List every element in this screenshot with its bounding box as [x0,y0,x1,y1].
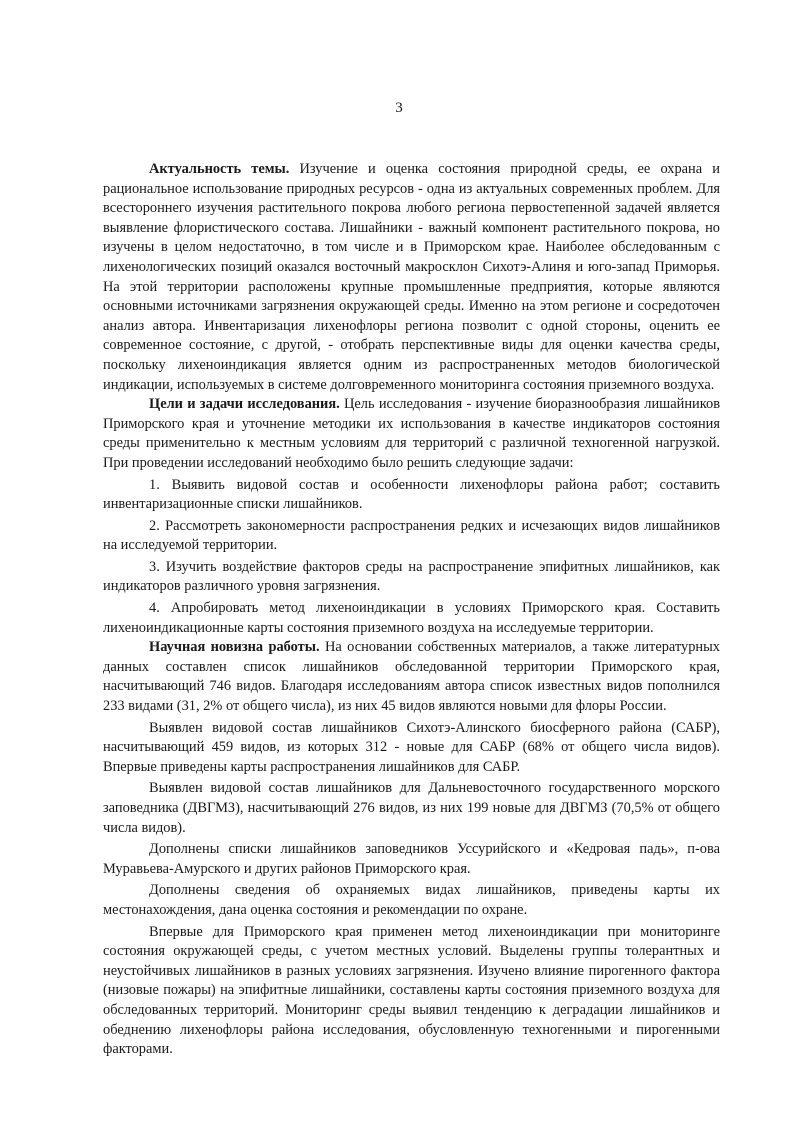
task-item-2: 2. Рассмотреть закономерности распространения редких и исчезающих видов лишайников на исследуемой территории. [103,517,720,554]
novelty-heading: Научная новизна работы. [149,639,320,656]
task-item-3: 3. Изучить воздействие факторов среды на распространение эпифитных лишайников, как индикаторов различного уровня загрязнения. [103,558,720,595]
relevance-text: Изучение и оценка состояния природной среды, ее охрана и рациональное использование природных ресурсов - одна из актуальных современных проблем. Для всестороннего изучения растительного покрова любого региона первостепенной задачей является выявление флористического состава. Лишайники - важный компонент растительного покрова, но изучены в целом недостаточно, в том числе и в Приморском крае. Наиболее обследованным с лихенологических позиций оказался восточный макросклон Сихотэ-Алиня и юго-запад Приморья. На этой территории расположены крупные промышленные предприятия, которые являются основными источниками загрязнения окружающей среды. Именно на этом регионе и сосредоточен анализ автора. Инвентаризация лихенофлоры региона позволит с одной стороны, оценить ее современное состояние, с другой, - отобрать перспективные виды для оценки качества среды, поскольку лихеноиндикация является одним из распространенных методов биологической индикации, используемых в системе долговременного мониторинга состояния приземного воздуха. [103,161,720,393]
novelty-text: На основании собственных материалов, а также литературных данных составлен список лишайников обследованной территории Приморского края, насчитывающий 746 видов. Благодаря исследованиям автора список известных видов пополнился 233 видами (31, 2% от общего числа), из них 45 видов являются новыми для флоры России. [103,639,721,715]
task-item-1: 1. Выявить видовой состав и особенности лихенофлоры района работ; составить инвентаризационные списки лишайников. [103,476,720,513]
novelty-paragraph [103,638,720,716]
page-content [103,160,720,1060]
goals-text: Цель исследования - изучение биоразнообразия лишайников Приморского края и уточнение методики их использования в качестве индикаторов состояния среды применительно к местным условиям для территорий с различной техногенной нагрузкой. При проведении исследований необходимо было решить следующие задачи: [103,396,720,471]
goals-paragraph [103,395,720,473]
relevance-heading: Актуальность темы. [149,161,290,177]
paragraph-protected: Дополнены сведения об охраняемых видах лишайников, приведены карты их местонахождения, дана оценка состояния и рекомендации по охране. [103,882,720,918]
paragraph-lichenoindication: Впервые для Приморского края применен метод лихеноиндикации при мониторинге состояния окружающей среды, с учетом местных условий. Выделены группы толерантных и неустойчивых лишайников в разных условиях загрязнения. Изучено влияние пирогенного фактора (низовые пожары) на эпифитные лишайники, составлены карты состояния приземного воздуха для обследованных территорий. Мониторинг среды выявил тенденцию к деградации лишайников и обеднению лихенофлоры района исследования, обусловленную техногенными и пирогенными факторами. [103,923,720,1058]
goals-heading: Цели и задачи исследования. [149,396,340,413]
relevance-paragraph [103,160,720,395]
paragraph-sabr: Выявлен видовой состав лишайников Сихотэ-Алинского биосферного района (САБР), насчитывающий 459 видов, из которых 312 - новые для САБР (68% от общего числа видов). Впервые приведены карты распространения лишайников для САБР. [103,719,720,775]
task-item-4: 4. Апробировать метод лихеноиндикации в условиях Приморского края. Составить лихеноиндикационные карты состояния приземного воздуха на исследуемые территории. [103,600,720,636]
paragraph-reserves: Дополнены списки лишайников заповедников Уссурийского и «Кедровая падь», п-ова Муравьева-Амурского и других районов Приморского края. [103,841,720,877]
page-number: 3 [395,100,403,116]
paragraph-dvgmz: Выявлен видовой состав лишайников для Дальневосточного государственного морского заповедника (ДВГМЗ), насчитывающий 276 видов, из них 199 новые для ДВГМЗ (70,5% от общего числа видов). [103,780,720,836]
